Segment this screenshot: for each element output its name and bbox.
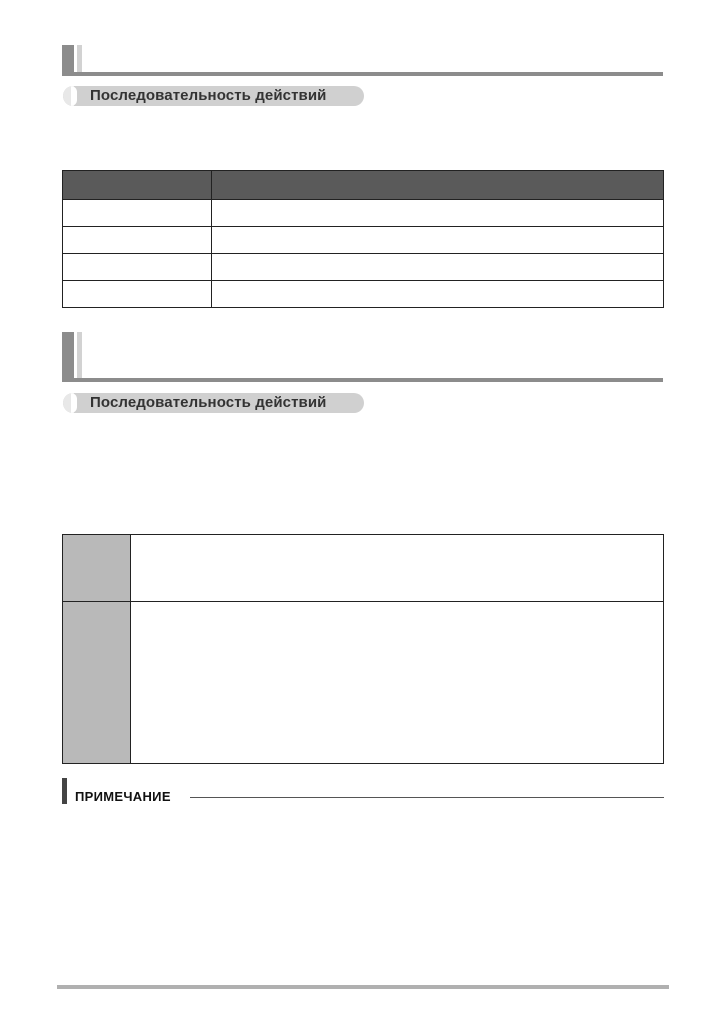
table-row (63, 227, 664, 254)
section-underline (62, 72, 663, 76)
table-cell (212, 200, 664, 227)
table-cell (212, 281, 664, 308)
settings-table (62, 170, 664, 308)
table-row (63, 535, 664, 602)
table-cell (212, 254, 664, 281)
table-cell (63, 254, 212, 281)
table-label-cell (63, 535, 131, 602)
pill-tab-icon (63, 393, 74, 413)
section-underline (62, 378, 663, 382)
procedure-label-text: Последовательность действий (90, 87, 327, 104)
note-heading (62, 778, 664, 804)
note-marker (62, 778, 67, 804)
table-cell (63, 281, 212, 308)
note-divider (190, 797, 664, 798)
info-table (62, 534, 664, 764)
table-cell (131, 535, 664, 602)
table-header-cell (63, 171, 212, 200)
table-cell (131, 602, 664, 764)
table-row (63, 200, 664, 227)
section-marker-dark (62, 332, 74, 378)
table-label-cell (63, 602, 131, 764)
table-row (63, 254, 664, 281)
pill-tab-icon (63, 86, 74, 106)
section-marker-dark (62, 45, 74, 72)
table-row (63, 281, 664, 308)
table-header-row (63, 171, 664, 200)
procedure-label-text: Последовательность действий (90, 394, 327, 411)
section-heading-1 (62, 45, 663, 76)
procedure-label (63, 393, 364, 413)
table-cell (212, 227, 664, 254)
section-marker-light (77, 45, 82, 72)
table-header-cell (212, 171, 664, 200)
footer-divider (57, 985, 669, 989)
procedure-label (63, 86, 364, 106)
note-title: ПРИМЕЧАНИЕ (75, 789, 171, 804)
table-cell (63, 200, 212, 227)
table-cell (63, 227, 212, 254)
section-heading-2 (62, 332, 663, 382)
table-row (63, 602, 664, 764)
section-marker-light (77, 332, 82, 378)
